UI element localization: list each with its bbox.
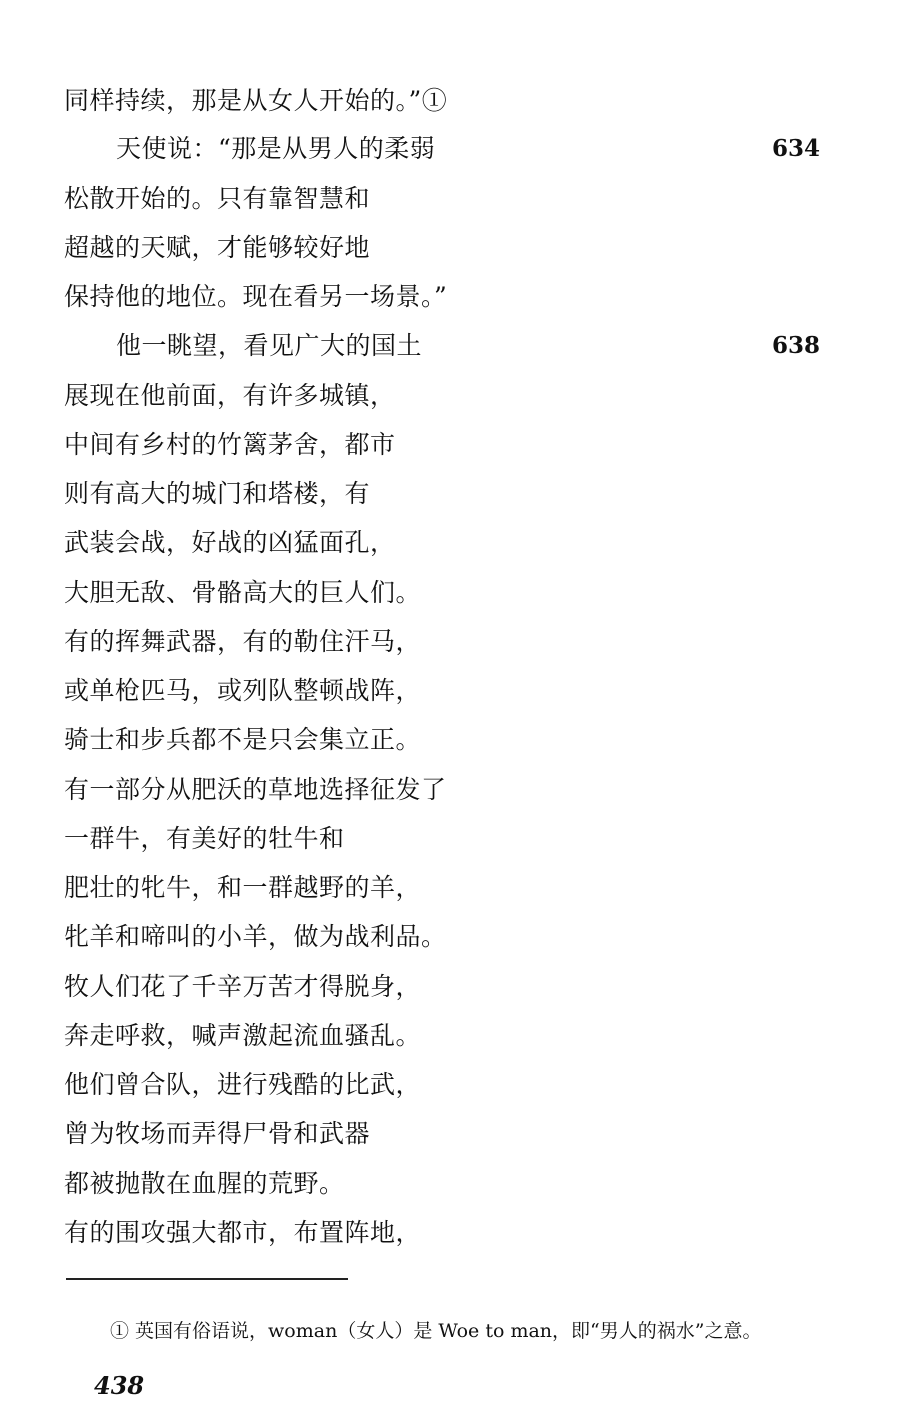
- text-line: 奔走呼救，喊声激起流血骚乱。: [64, 1021, 422, 1050]
- text-line: 有的围攻强大都市，布置阵地，: [64, 1218, 422, 1247]
- footnote: ① 英国有俗语说，woman（女人）是 Woe to man，即“男人的祸水”之意。: [110, 1320, 762, 1342]
- text-line: 同样持续，那是从女人开始的。”①: [64, 86, 448, 115]
- text-line: 或单枪匹马，或列队整顿战阵，: [64, 676, 422, 705]
- page-number: 438: [94, 1371, 145, 1400]
- text-line: 有一部分从肥沃的草地选择征发了: [64, 775, 447, 804]
- text-line: 有的挥舞武器，有的勒住汗马，: [64, 627, 422, 656]
- text-line: 肥壮的牝牛，和一群越野的羊，: [64, 873, 422, 902]
- text-line: 牧人们花了千辛万苦才得脱身，: [64, 972, 422, 1001]
- line-number: 638: [771, 332, 820, 359]
- text-line: 骑士和步兵都不是只会集立正。: [64, 725, 422, 754]
- footnote-divider: [66, 1278, 348, 1280]
- text-line: 他一眺望，看见广大的国土: [116, 331, 423, 360]
- text-line: 超越的天赋，才能够较好地: [64, 233, 371, 262]
- text-line: 大胆无敌、骨骼高大的巨人们。: [64, 578, 422, 607]
- text-line: 都被抛散在血腥的荒野。: [64, 1169, 345, 1198]
- text-line: 天使说：“那是从男人的柔弱: [116, 134, 436, 163]
- text-line: 展现在他前面，有许多城镇，: [64, 381, 396, 410]
- text-line: 则有高大的城门和塔楼，有: [64, 479, 371, 508]
- text-line: 牝羊和啼叫的小羊，做为战利品。: [64, 922, 447, 951]
- line-number: 634: [771, 135, 820, 162]
- text-line: 一群牛，有美好的牡牛和: [64, 824, 345, 853]
- text-line: 武装会战，好战的凶猛面孔，: [64, 528, 396, 557]
- text-line: 松散开始的。只有靠智慧和: [64, 184, 371, 213]
- text-line: 他们曾合队，进行残酷的比武，: [64, 1070, 422, 1099]
- text-line: 曾为牧场而弄得尸骨和武器: [64, 1119, 371, 1148]
- text-line: 中间有乡村的竹篱茅舍，都市: [64, 430, 396, 459]
- text-line: 保持他的地位。现在看另一场景。”: [64, 282, 448, 311]
